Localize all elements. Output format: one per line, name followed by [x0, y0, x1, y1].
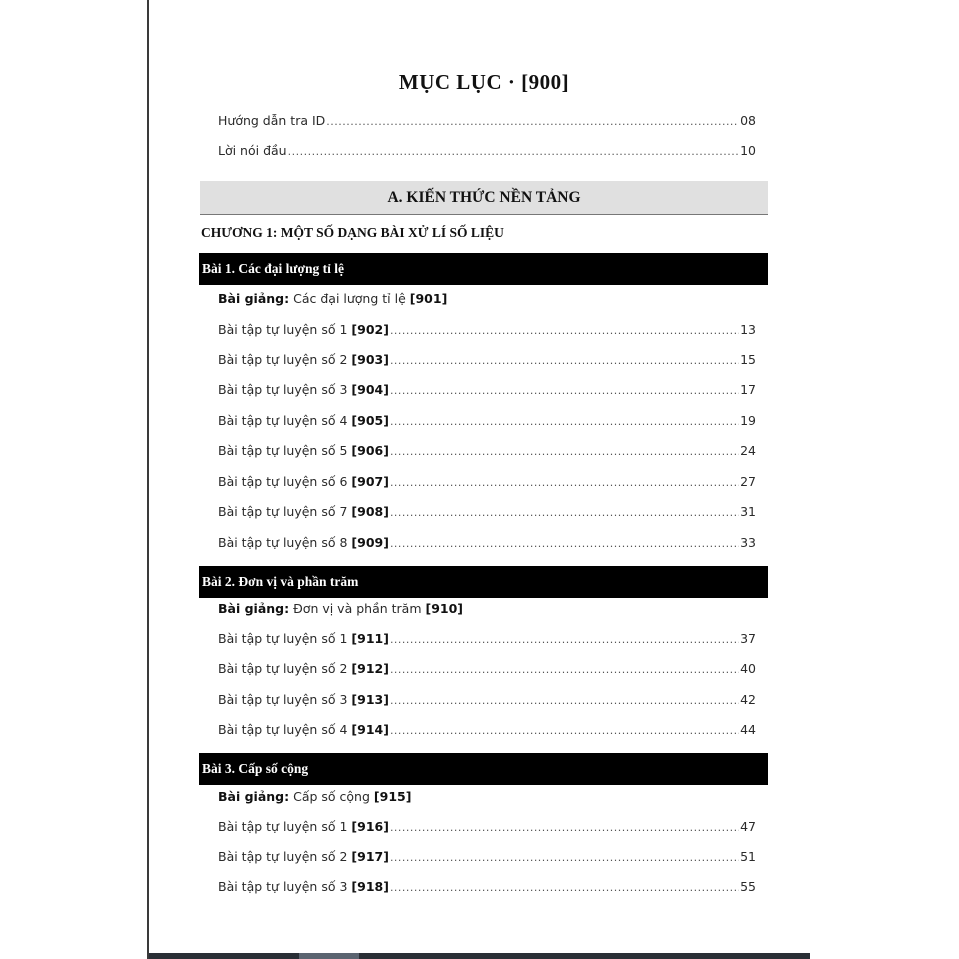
- toc-entry-label: Lời nói đầu: [218, 143, 287, 158]
- toc-page-number: 31: [740, 504, 756, 519]
- toc-page-number: 08: [740, 113, 756, 128]
- lecture-entry[interactable]: [218, 789, 411, 804]
- page-title: MỤC LỤC · [900]: [398, 70, 570, 94]
- toc-entry[interactable]: [218, 504, 756, 524]
- toc-page-number: 37: [740, 631, 756, 646]
- dot-leader: [390, 354, 739, 367]
- toc-page-number: 17: [740, 382, 756, 397]
- lecture-id: [915]: [373, 789, 412, 804]
- dot-leader: [390, 506, 739, 519]
- toc-entry-label: Bài tập tự luyện số 2 [917]: [218, 849, 389, 864]
- toc-entry[interactable]: [218, 352, 756, 372]
- dot-leader: [390, 821, 739, 834]
- toc-entry[interactable]: [218, 722, 756, 742]
- toc-entry-guide[interactable]: [218, 113, 756, 133]
- toc-entry[interactable]: [218, 631, 756, 651]
- dot-leader: [390, 724, 739, 737]
- toc-entry[interactable]: [218, 819, 756, 839]
- toc-entry-label: Bài tập tự luyện số 1 [916]: [218, 819, 389, 834]
- toc-entry-label: Hướng dẫn tra ID: [218, 113, 326, 128]
- toc-entry-label: Bài tập tự luyện số 3 [918]: [218, 879, 389, 894]
- lecture-title: Cấp số cộng: [293, 789, 370, 804]
- toc-entry[interactable]: [218, 661, 756, 681]
- toc-entry-label: Bài tập tự luyện số 1 [911]: [218, 631, 389, 646]
- dot-leader: [390, 384, 739, 397]
- lecture-prefix: Bài giảng:: [218, 789, 290, 804]
- chapter-heading: CHƯƠNG 1: MỘT SỐ DẠNG BÀI XỬ LÍ SỐ LIỆU: [201, 225, 504, 240]
- toc-page-number: 19: [740, 413, 756, 428]
- bottom-bar-notch: [299, 953, 359, 959]
- dot-leader: [390, 537, 739, 550]
- lesson-header: Bài 3. Cấp số cộng: [199, 753, 768, 785]
- toc-entry-label: Bài tập tự luyện số 3 [904]: [218, 382, 389, 397]
- toc-entry-label: Bài tập tự luyện số 2 [912]: [218, 661, 389, 676]
- toc-page-number: 51: [740, 849, 756, 864]
- toc-page-number: 42: [740, 692, 756, 707]
- toc-entry[interactable]: [218, 413, 756, 433]
- toc-entry-label: Bài tập tự luyện số 2 [903]: [218, 352, 389, 367]
- lecture-entry[interactable]: [218, 601, 463, 616]
- dot-leader: [326, 115, 739, 128]
- toc-page-number: 55: [740, 879, 756, 894]
- toc-entry-label: Bài tập tự luyện số 6 [907]: [218, 474, 389, 489]
- toc-entry-label: Bài tập tự luyện số 1 [902]: [218, 322, 389, 337]
- lesson-header: Bài 1. Các đại lượng tỉ lệ: [199, 253, 768, 285]
- toc-entry[interactable]: [218, 849, 756, 869]
- lecture-title: Đơn vị và phần trăm: [293, 601, 422, 616]
- toc-page-number: 40: [740, 661, 756, 676]
- lecture-entry[interactable]: [218, 291, 447, 306]
- bottom-bar: [149, 953, 810, 959]
- toc-entry[interactable]: [218, 692, 756, 712]
- toc-entry[interactable]: [218, 443, 756, 463]
- toc-page-number: 44: [740, 722, 756, 737]
- lecture-prefix: Bài giảng:: [218, 291, 290, 306]
- toc-page-number: 15: [740, 352, 756, 367]
- toc-entry[interactable]: [218, 322, 756, 342]
- toc-entry-label: Bài tập tự luyện số 4 [905]: [218, 413, 389, 428]
- lesson-header: Bài 2. Đơn vị và phần trăm: [199, 566, 768, 598]
- lecture-id: [901]: [409, 291, 448, 306]
- dot-leader: [390, 851, 739, 864]
- toc-page-number: 13: [740, 322, 756, 337]
- toc-entry-label: Bài tập tự luyện số 4 [914]: [218, 722, 389, 737]
- lecture-id: [910]: [425, 601, 464, 616]
- toc-entry[interactable]: [218, 535, 756, 555]
- part-header: A. KIẾN THỨC NỀN TẢNG: [200, 181, 768, 215]
- toc-entry-label: Bài tập tự luyện số 8 [909]: [218, 535, 389, 550]
- toc-page-number: 24: [740, 443, 756, 458]
- toc-entry-label: Bài tập tự luyện số 3 [913]: [218, 692, 389, 707]
- toc-entry[interactable]: [218, 382, 756, 402]
- toc-page-number: 10: [740, 143, 756, 158]
- toc-entry-preface[interactable]: [218, 143, 756, 163]
- dot-leader: [288, 145, 740, 158]
- dot-leader: [390, 324, 739, 337]
- dot-leader: [390, 445, 739, 458]
- dot-leader: [390, 881, 739, 894]
- toc-entry[interactable]: [218, 474, 756, 494]
- dot-leader: [390, 694, 739, 707]
- toc-entry-label: Bài tập tự luyện số 7 [908]: [218, 504, 389, 519]
- dot-leader: [390, 476, 739, 489]
- toc-page-number: 47: [740, 819, 756, 834]
- toc-entry-label: Bài tập tự luyện số 5 [906]: [218, 443, 389, 458]
- dot-leader: [390, 633, 739, 646]
- lecture-title: Các đại lượng tỉ lệ: [293, 291, 406, 306]
- dot-leader: [390, 415, 739, 428]
- toc-page-number: 27: [740, 474, 756, 489]
- dot-leader: [390, 663, 739, 676]
- lecture-prefix: Bài giảng:: [218, 601, 290, 616]
- toc-entry[interactable]: [218, 879, 756, 899]
- toc-page-number: 33: [740, 535, 756, 550]
